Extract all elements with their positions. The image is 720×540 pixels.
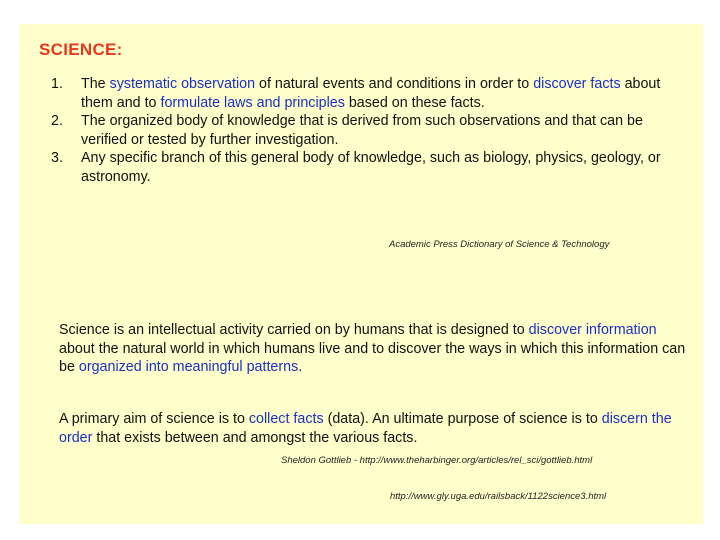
definition-text: [81, 113, 643, 148]
highlighted-phrase: collect facts: [248, 411, 324, 427]
definition-number: 3.: [51, 150, 63, 167]
gottlieb-citation: Sheldon Gottlieb - http://www.theharbinger.org/articles/rel_sci/gottlieb.html: [281, 455, 593, 466]
definition-item: [51, 112, 691, 149]
text-run: A primary aim of science is to: [59, 411, 249, 427]
highlighted-phrase: formulate laws and principles: [160, 94, 345, 111]
text-run: Any specific branch of this general body of knowledge, such as biology, physics, geology, or astronomy.: [81, 150, 661, 185]
definition-text: [81, 150, 661, 185]
slide-title: SCIENCE:: [39, 40, 123, 59]
highlighted-phrase: organized into meaningful patterns: [78, 359, 299, 376]
definition-number: 2.: [51, 113, 63, 130]
definition-item: [51, 75, 691, 112]
dictionary-citation: Academic Press Dictionary of Science & Technology: [389, 239, 610, 250]
text-run: of natural events and conditions in order to: [255, 76, 534, 92]
text-run: (data). An ultimate purpose of science is to: [323, 411, 602, 427]
source-url-citation: http://www.gly.uga.edu/railsback/1122science3.html: [390, 491, 607, 502]
slide: [19, 24, 703, 524]
highlighted-phrase: systematic observation: [109, 76, 256, 92]
definition-item: [51, 149, 691, 186]
text-run: .: [298, 359, 303, 376]
science-paragraph-1: [59, 321, 689, 377]
definition-list: [51, 75, 691, 187]
science-paragraph-2: [59, 410, 689, 447]
highlighted-phrase: discover information: [528, 322, 657, 338]
text-run: The organized body of knowledge that is derived from such observations and that can be verified or tested by further investigation.: [81, 113, 643, 148]
text-run: that exists between and amongst the various facts.: [92, 429, 418, 446]
text-run: The: [81, 76, 110, 92]
text-run: based on these facts.: [344, 94, 485, 111]
definition-number: 1.: [51, 76, 63, 92]
highlighted-phrase: discern the order: [59, 411, 672, 446]
definition-text: [81, 76, 660, 111]
text-run: Science is an intellectual activity carried on by humans that is designed to: [59, 322, 529, 338]
text-run: about them and to: [81, 76, 661, 111]
highlighted-phrase: discover facts: [533, 76, 621, 92]
text-run: about the natural world in which humans live and to discover the ways in which this information can be: [59, 340, 686, 376]
